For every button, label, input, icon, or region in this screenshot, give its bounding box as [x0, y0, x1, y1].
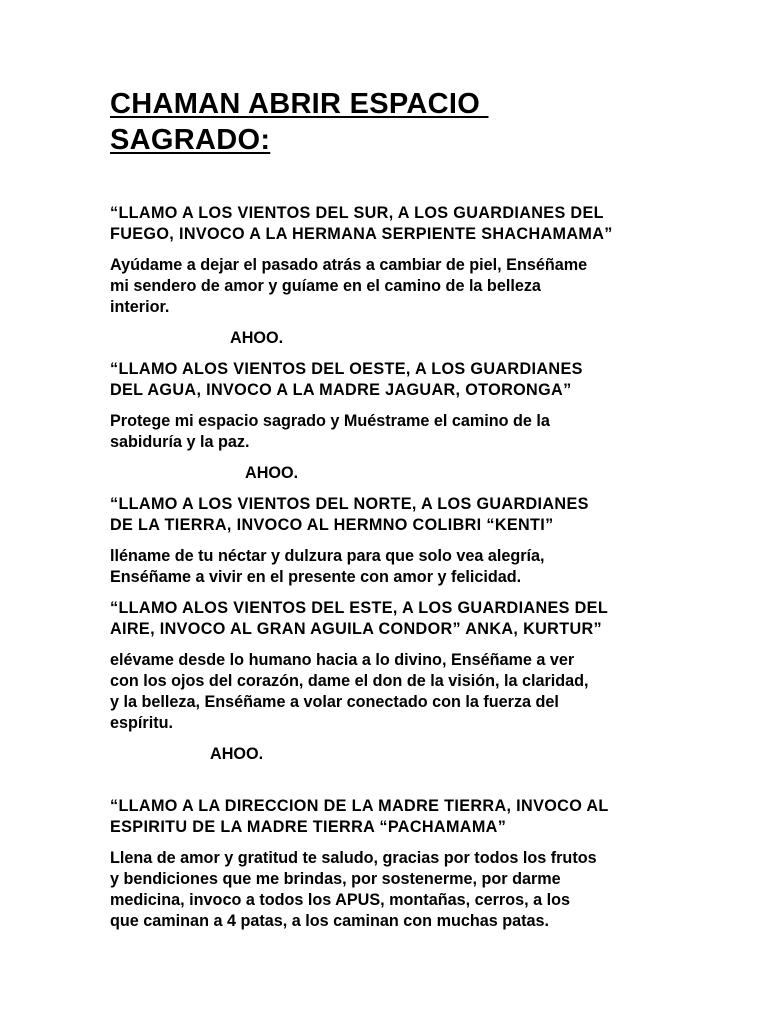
text-line: “LLAMO ALOS VIENTOS DEL OESTE, A LOS GUARDIANES [110, 360, 583, 378]
ahoo-closing: AHOO. [210, 745, 264, 763]
prayer-west [110, 411, 670, 453]
text-line: DE LA TIERRA, INVOCO AL HERMNO COLIBRI “KENTI” [110, 516, 554, 534]
invocation-south [110, 203, 670, 245]
text-line: Protege mi espacio sagrado y Muéstrame el camino de la [110, 412, 550, 430]
text-line: Ayúdame a dejar el pasado atrás a cambiar de piel, Enséñame [110, 256, 588, 274]
ahoo-closing: AHOO. [230, 329, 284, 347]
document-title [110, 86, 670, 158]
text-line: ESPIRITU DE LA MADRE TIERRA “PACHAMAMA” [110, 818, 507, 836]
text-line: “LLAMO A LOS VIENTOS DEL NORTE, A LOS GUARDIANES [110, 495, 589, 513]
ahoo-closing: AHOO. [245, 464, 299, 482]
title-line: SAGRADO: [110, 124, 271, 156]
text-line: y bendiciones que me brindas, por sostenerme, por darme [110, 870, 561, 888]
text-line: “LLAMO ALOS VIENTOS DEL ESTE, A LOS GUARDIANES DEL [110, 599, 609, 617]
text-line: Llena de amor y gratitud te saludo, gracias por todos los frutos [110, 849, 597, 867]
text-line: FUEGO, INVOCO A LA HERMANA SERPIENTE SHACHAMAMA” [110, 225, 613, 243]
prayer-north [110, 546, 670, 588]
text-line: elévame desde lo humano hacia a lo divino, Enséñame a ver [110, 651, 575, 669]
text-line: y la belleza, Enséñame a volar conectado con la fuerza del [110, 693, 559, 711]
prayer-mother-earth [110, 848, 670, 932]
text-line: sabiduría y la paz. [110, 433, 250, 451]
invocation-north [110, 494, 670, 536]
text-line: DEL AGUA, INVOCO A LA MADRE JAGUAR, OTORONGA” [110, 381, 572, 399]
invocation-mother-earth [110, 796, 670, 838]
text-line: mi sendero de amor y guíame en el camino de la belleza [110, 277, 541, 295]
invocation-west [110, 359, 670, 401]
text-line: con los ojos del corazón, dame el don de la visión, la claridad, [110, 672, 589, 690]
prayer-east [110, 650, 670, 734]
document-page [110, 86, 670, 932]
text-line: “LLAMO A LOS VIENTOS DEL SUR, A LOS GUARDIANES DEL [110, 204, 604, 222]
text-line: Enséñame a vivir en el presente con amor y felicidad. [110, 568, 522, 586]
text-line: AIRE, INVOCO AL GRAN AGUILA CONDOR” ANKA, KURTUR” [110, 620, 602, 638]
text-line: “LLAMO A LA DIRECCION DE LA MADRE TIERRA, INVOCO AL [110, 797, 609, 815]
text-line: espíritu. [110, 714, 173, 732]
text-line: que caminan a 4 patas, a los caminan con muchas patas. [110, 912, 550, 930]
text-line: medicina, invoco a todos los APUS, montañas, cerros, a los [110, 891, 570, 909]
text-line: interior. [110, 298, 170, 316]
title-line: CHAMAN ABRIR ESPACIO [110, 88, 489, 120]
text-line: lléname de tu néctar y dulzura para que solo vea alegría, [110, 547, 545, 565]
invocation-east [110, 598, 670, 640]
prayer-south [110, 255, 670, 318]
